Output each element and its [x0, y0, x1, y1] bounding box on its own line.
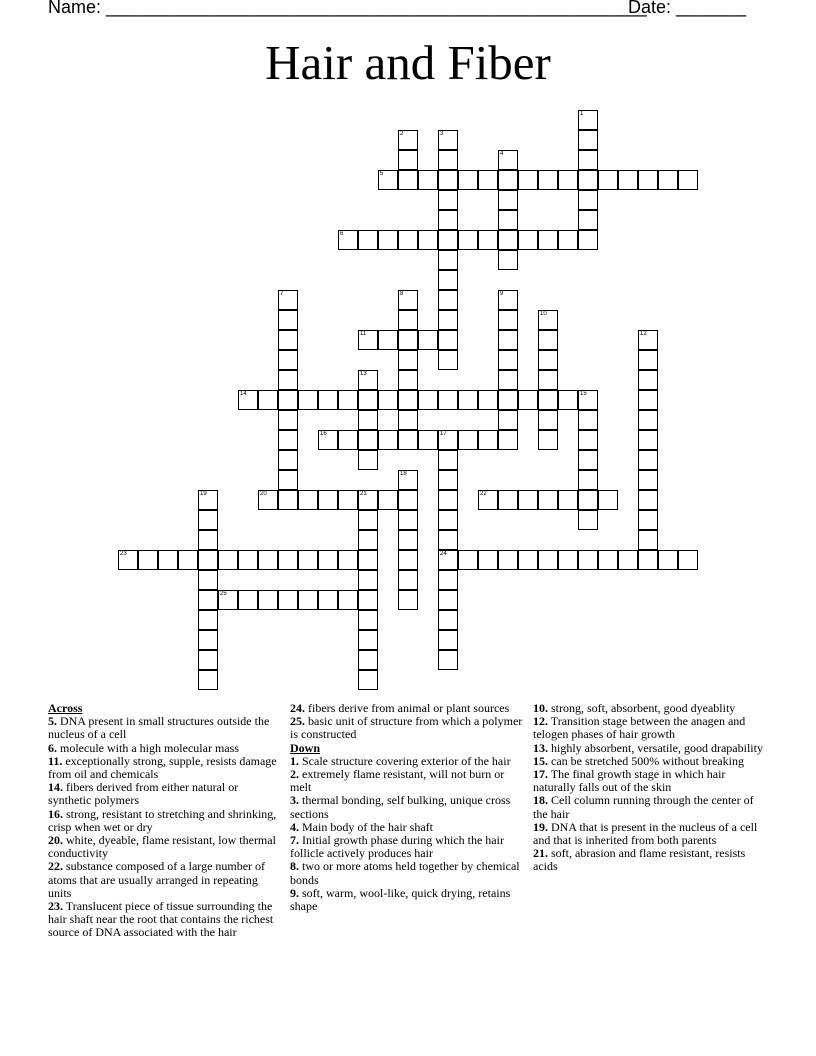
- crossword-cell[interactable]: [358, 670, 378, 690]
- clues-column-1: [48, 702, 284, 940]
- clue-item: 24. fibers derive from animal or plant sources: [290, 701, 510, 715]
- crossword-cell[interactable]: [238, 390, 258, 410]
- crossword-cell[interactable]: [358, 330, 378, 350]
- crossword-cell[interactable]: [218, 550, 238, 570]
- clue-item: 10. strong, soft, absorbent, good dyeablity: [533, 701, 736, 715]
- clue-number: 3: [440, 131, 444, 137]
- crossword-cell[interactable]: [258, 590, 278, 610]
- clue-number: 15: [580, 391, 587, 397]
- crossword-cell[interactable]: [538, 230, 558, 250]
- crossword-cell[interactable]: [358, 570, 378, 590]
- crossword-cell[interactable]: [398, 510, 418, 530]
- crossword-cell[interactable]: [498, 490, 518, 510]
- clues-column-2: [290, 702, 526, 913]
- crossword-cell[interactable]: [198, 590, 218, 610]
- crossword-cell[interactable]: [578, 110, 598, 130]
- crossword-cell[interactable]: [258, 490, 278, 510]
- crossword-cell[interactable]: [438, 550, 458, 570]
- clue-item: 9. soft, warm, wool-like, quick drying, retains shape: [290, 885, 511, 914]
- crossword-cell[interactable]: [358, 530, 378, 550]
- across-heading: Across: [48, 701, 83, 715]
- crossword-cell[interactable]: [538, 330, 558, 350]
- clue-item: 23. Translucent piece of tissue surrounding the hair shaft near the root that contains the richest source of DNA associated with the hair: [48, 899, 274, 940]
- crossword-cell[interactable]: [478, 490, 498, 510]
- crossword-cell[interactable]: [398, 430, 418, 450]
- crossword-cell[interactable]: [618, 170, 638, 190]
- crossword-cell[interactable]: [398, 550, 418, 570]
- clues-column-3: [533, 702, 769, 874]
- crossword-cell[interactable]: [398, 590, 418, 610]
- crossword-cell[interactable]: [438, 590, 458, 610]
- crossword-cell[interactable]: [198, 670, 218, 690]
- page-title: Hair and Fiber: [265, 35, 551, 90]
- crossword-cell[interactable]: [438, 270, 458, 290]
- crossword-cell[interactable]: [438, 450, 458, 470]
- crossword-cell[interactable]: [638, 510, 658, 530]
- crossword-cell[interactable]: [398, 290, 418, 310]
- crossword-cell[interactable]: [538, 170, 558, 190]
- crossword-cell[interactable]: [438, 330, 458, 350]
- crossword-cell[interactable]: [478, 170, 498, 190]
- crossword-cell[interactable]: [538, 410, 558, 430]
- crossword-cell[interactable]: [498, 250, 518, 270]
- crossword-cell[interactable]: [378, 490, 398, 510]
- crossword-cell[interactable]: [638, 430, 658, 450]
- crossword-cell[interactable]: [438, 310, 458, 330]
- clue-item: 2. extremely flame resistant, will not burn or melt: [290, 767, 505, 795]
- crossword-cell[interactable]: [318, 390, 338, 410]
- crossword-cell[interactable]: [198, 490, 218, 510]
- crossword-cell[interactable]: [398, 570, 418, 590]
- crossword-cell[interactable]: [438, 610, 458, 630]
- crossword-cell[interactable]: [338, 590, 358, 610]
- crossword-cell[interactable]: [398, 470, 418, 490]
- clue-number: 6: [340, 231, 344, 237]
- crossword-cell[interactable]: [538, 390, 558, 410]
- crossword-cell[interactable]: [578, 390, 598, 410]
- crossword-cell[interactable]: [418, 330, 438, 350]
- crossword-cell[interactable]: [398, 330, 418, 350]
- crossword-cell[interactable]: [358, 630, 378, 650]
- crossword-cell[interactable]: [638, 530, 658, 550]
- crossword-cell[interactable]: [478, 430, 498, 450]
- clue-item: 8. two or more atoms held together by chemical bonds: [290, 859, 520, 887]
- crossword-cell[interactable]: [318, 430, 338, 450]
- crossword-cell[interactable]: [498, 310, 518, 330]
- date-field[interactable]: Date: _______: [628, 0, 747, 17]
- crossword-cell[interactable]: [198, 610, 218, 630]
- crossword-cell[interactable]: [438, 390, 458, 410]
- crossword-cell[interactable]: [498, 390, 518, 410]
- crossword-cell[interactable]: [238, 550, 258, 570]
- crossword-cell[interactable]: [518, 230, 538, 250]
- crossword-cell[interactable]: [498, 550, 518, 570]
- crossword-cell[interactable]: [538, 550, 558, 570]
- crossword-cell[interactable]: [438, 210, 458, 230]
- crossword-cell[interactable]: [458, 390, 478, 410]
- crossword-cell[interactable]: [658, 170, 678, 190]
- crossword-cell[interactable]: [138, 550, 158, 570]
- crossword-cell[interactable]: [578, 170, 598, 190]
- clue-number: 24: [440, 551, 447, 557]
- crossword-cell[interactable]: [578, 230, 598, 250]
- crossword-cell[interactable]: [458, 230, 478, 250]
- crossword-cell[interactable]: [558, 230, 578, 250]
- crossword-cell[interactable]: [298, 390, 318, 410]
- crossword-cell[interactable]: [278, 290, 298, 310]
- clue-number: 23: [120, 551, 127, 557]
- crossword-cell[interactable]: [358, 550, 378, 570]
- crossword-cell[interactable]: [498, 430, 518, 450]
- crossword-cell[interactable]: [378, 230, 398, 250]
- clue-item: 5. DNA present in small structures outside the nucleus of a cell: [48, 714, 270, 742]
- crossword-cell[interactable]: [378, 170, 398, 190]
- clue-number: 9: [500, 291, 504, 297]
- crossword-cell[interactable]: [438, 150, 458, 170]
- crossword-cell[interactable]: [338, 550, 358, 570]
- crossword-cell[interactable]: [458, 430, 478, 450]
- crossword-cell[interactable]: [638, 470, 658, 490]
- crossword-cell[interactable]: [638, 390, 658, 410]
- crossword-cell[interactable]: [238, 590, 258, 610]
- clue-number: 20: [260, 491, 267, 497]
- crossword-cell[interactable]: [578, 130, 598, 150]
- crossword-cell[interactable]: [418, 390, 438, 410]
- crossword-cell[interactable]: [518, 550, 538, 570]
- crossword-cell[interactable]: [358, 230, 378, 250]
- crossword-cell[interactable]: [278, 350, 298, 370]
- crossword-cell[interactable]: [258, 550, 278, 570]
- crossword-cell[interactable]: [378, 430, 398, 450]
- crossword-cell[interactable]: [578, 430, 598, 450]
- crossword-cell[interactable]: [638, 490, 658, 510]
- clue-item: 3. thermal bonding, self bulking, unique cross sections: [290, 793, 511, 821]
- clue-number: 2: [400, 131, 404, 137]
- clue-number: 13: [360, 371, 367, 377]
- crossword-cell[interactable]: [638, 170, 658, 190]
- crossword-cell[interactable]: [398, 230, 418, 250]
- clue-item: 21. soft, abrasion and flame resistant, resists acids: [533, 846, 746, 874]
- crossword-cell[interactable]: [438, 190, 458, 210]
- crossword-cell[interactable]: [358, 510, 378, 530]
- crossword-cell[interactable]: [578, 410, 598, 430]
- crossword-cell[interactable]: [498, 330, 518, 350]
- crossword-cell[interactable]: [598, 490, 618, 510]
- crossword-cell[interactable]: [438, 350, 458, 370]
- crossword-cell[interactable]: [478, 390, 498, 410]
- crossword-cell[interactable]: [498, 350, 518, 370]
- clue-item: 6. molecule with a high molecular mass: [48, 740, 239, 755]
- crossword-cell[interactable]: [538, 350, 558, 370]
- crossword-cell[interactable]: [198, 510, 218, 530]
- crossword-cell[interactable]: [438, 510, 458, 530]
- crossword-cell[interactable]: [558, 170, 578, 190]
- clue-number: 5: [380, 171, 384, 177]
- crossword-cell[interactable]: [478, 550, 498, 570]
- clue-item: 7. Initial growth phase during which the hair follicle actively produces hair: [290, 833, 504, 861]
- clue-item: 4. Main body of the hair shaft: [290, 819, 433, 834]
- crossword-cell[interactable]: [398, 310, 418, 330]
- clue-item: 15. can be stretched 500% without breaking: [533, 753, 744, 768]
- clue-number: 19: [200, 491, 207, 497]
- crossword-cell[interactable]: [578, 490, 598, 510]
- crossword-cell[interactable]: [458, 550, 478, 570]
- crossword-cell[interactable]: [278, 410, 298, 430]
- crossword-cell[interactable]: [498, 370, 518, 390]
- crossword-cell[interactable]: [198, 550, 218, 570]
- crossword-cell[interactable]: [278, 590, 298, 610]
- crossword-cell[interactable]: [538, 430, 558, 450]
- crossword-cell[interactable]: [358, 390, 378, 410]
- crossword-cell[interactable]: [278, 430, 298, 450]
- clue-item: 22. substance composed of a large number of atoms that are usually arranged in repeating units: [48, 859, 266, 900]
- crossword-cell[interactable]: [578, 190, 598, 210]
- crossword-cell[interactable]: [418, 230, 438, 250]
- crossword-cell[interactable]: [638, 410, 658, 430]
- crossword-cell[interactable]: [358, 430, 378, 450]
- crossword-cell[interactable]: [498, 150, 518, 170]
- clue-number: 11: [360, 331, 367, 337]
- clue-item: 14. fibers derived from either natural or synthetic polymers: [48, 780, 239, 808]
- crossword-cell[interactable]: [598, 550, 618, 570]
- crossword-cell[interactable]: [438, 630, 458, 650]
- crossword-cell[interactable]: [358, 490, 378, 510]
- crossword-cell[interactable]: [638, 330, 658, 350]
- crossword-cell[interactable]: [318, 550, 338, 570]
- clue-number: 1: [580, 111, 584, 117]
- crossword-cell[interactable]: [438, 430, 458, 450]
- crossword-cell[interactable]: [358, 450, 378, 470]
- crossword-cell[interactable]: [578, 550, 598, 570]
- crossword-cell[interactable]: [578, 470, 598, 490]
- crossword-cell[interactable]: [498, 410, 518, 430]
- crossword-cell[interactable]: [658, 550, 678, 570]
- crossword-cell[interactable]: [198, 650, 218, 670]
- clue-item: 16. strong, resistant to stretching and shrinking, crisp when wet or dry: [48, 806, 277, 834]
- crossword-cell[interactable]: [418, 170, 438, 190]
- crossword-cell[interactable]: [558, 550, 578, 570]
- crossword-cell[interactable]: [278, 330, 298, 350]
- clue-item: 17. The final growth stage in which hair naturally falls out of the skin: [533, 767, 726, 795]
- clue-number: 18: [400, 471, 407, 477]
- crossword-cell[interactable]: [358, 650, 378, 670]
- crossword-cell[interactable]: [418, 430, 438, 450]
- clue-number: 10: [540, 311, 547, 317]
- crossword-cell[interactable]: [518, 490, 538, 510]
- crossword-cell[interactable]: [598, 170, 618, 190]
- crossword-cell[interactable]: [638, 350, 658, 370]
- crossword-cell[interactable]: [438, 570, 458, 590]
- crossword-cell[interactable]: [198, 630, 218, 650]
- clue-number: 17: [440, 431, 447, 437]
- crossword-cell[interactable]: [358, 610, 378, 630]
- crossword-cell[interactable]: [438, 170, 458, 190]
- crossword-cell[interactable]: [438, 250, 458, 270]
- crossword-cell[interactable]: [438, 530, 458, 550]
- crossword-cell[interactable]: [198, 570, 218, 590]
- crossword-cell[interactable]: [118, 550, 138, 570]
- clue-item: 1. Scale structure covering exterior of the hair: [290, 753, 511, 768]
- crossword-cell[interactable]: [278, 470, 298, 490]
- crossword-cell[interactable]: [358, 370, 378, 390]
- clue-item: 18. Cell column running through the center of the hair: [533, 793, 754, 821]
- crossword-cell[interactable]: [178, 550, 198, 570]
- clue-item: 12. Transition stage between the anagen and telogen phases of hair growth: [533, 714, 746, 742]
- crossword-cell[interactable]: [458, 170, 478, 190]
- crossword-cell[interactable]: [578, 510, 598, 530]
- crossword-cell[interactable]: [498, 170, 518, 190]
- crossword-cell[interactable]: [438, 490, 458, 510]
- crossword-cell[interactable]: [578, 210, 598, 230]
- crossword-cell[interactable]: [398, 350, 418, 370]
- crossword-cell[interactable]: [578, 150, 598, 170]
- crossword-cell[interactable]: [378, 390, 398, 410]
- crossword-cell[interactable]: [378, 330, 398, 350]
- crossword-cell[interactable]: [438, 130, 458, 150]
- crossword-cell[interactable]: [678, 170, 698, 190]
- clue-number: 21: [360, 491, 367, 497]
- clue-number: 8: [400, 291, 404, 297]
- crossword-cell[interactable]: [358, 590, 378, 610]
- crossword-cell[interactable]: [338, 230, 358, 250]
- crossword-cell[interactable]: [398, 370, 418, 390]
- crossword-cell[interactable]: [438, 230, 458, 250]
- crossword-cell[interactable]: [678, 550, 698, 570]
- clue-number: 25: [220, 591, 227, 597]
- crossword-cell[interactable]: [538, 490, 558, 510]
- crossword-cell[interactable]: [358, 410, 378, 430]
- crossword-cell[interactable]: [278, 390, 298, 410]
- crossword-cell[interactable]: [278, 370, 298, 390]
- crossword-cell[interactable]: [498, 210, 518, 230]
- crossword-cell[interactable]: [398, 150, 418, 170]
- down-heading: Down: [290, 740, 321, 755]
- crossword-cell[interactable]: [578, 450, 598, 470]
- crossword-cell[interactable]: [218, 590, 238, 610]
- crossword-cell[interactable]: [498, 290, 518, 310]
- crossword-cell[interactable]: [258, 390, 278, 410]
- clue-number: 14: [240, 391, 247, 397]
- crossword-cell[interactable]: [498, 190, 518, 210]
- clue-item: 11. exceptionally strong, supple, resists damage from oil and chemicals: [48, 753, 277, 782]
- crossword-cell[interactable]: [278, 310, 298, 330]
- crossword-cell[interactable]: [398, 170, 418, 190]
- crossword-cell[interactable]: [638, 550, 658, 570]
- crossword-cell[interactable]: [198, 530, 218, 550]
- crossword-cell[interactable]: [338, 490, 358, 510]
- crossword-cell[interactable]: [518, 390, 538, 410]
- clue-item: 13. highly absorbent, versatile, good drapability: [533, 740, 763, 755]
- crossword-cell[interactable]: [338, 390, 358, 410]
- crossword-cell[interactable]: [498, 230, 518, 250]
- crossword-cell[interactable]: [398, 410, 418, 430]
- crossword-cell[interactable]: [298, 490, 318, 510]
- crossword-cell[interactable]: [438, 290, 458, 310]
- crossword-cell[interactable]: [278, 550, 298, 570]
- crossword-cell[interactable]: [518, 170, 538, 190]
- crossword-cell[interactable]: [638, 450, 658, 470]
- crossword-cell[interactable]: [558, 490, 578, 510]
- crossword-cell[interactable]: [538, 370, 558, 390]
- clue-item: 19. DNA that is present in the nucleus of a cell and that is inherited from both parents: [533, 819, 758, 848]
- clue-number: 4: [500, 151, 504, 157]
- crossword-cell[interactable]: [158, 550, 178, 570]
- clue-item: 20. white, dyeable, flame resistant, low thermal conductivity: [48, 833, 276, 861]
- clue-number: 22: [480, 491, 487, 497]
- name-field[interactable]: Name: ______________________________________________________: [48, 0, 647, 17]
- crossword-cell[interactable]: [338, 430, 358, 450]
- crossword-cell[interactable]: [278, 450, 298, 470]
- crossword-cell[interactable]: [298, 590, 318, 610]
- crossword-cell[interactable]: [558, 390, 578, 410]
- crossword-cell[interactable]: [298, 550, 318, 570]
- crossword-cell[interactable]: [398, 490, 418, 510]
- crossword-cell[interactable]: [638, 370, 658, 390]
- crossword-cell[interactable]: [438, 470, 458, 490]
- crossword-cell[interactable]: [318, 590, 338, 610]
- crossword-cell[interactable]: [618, 550, 638, 570]
- clue-item: 25. basic unit of structure from which a polymer is constructed: [290, 714, 523, 742]
- crossword-cell[interactable]: [398, 530, 418, 550]
- crossword-cell[interactable]: [538, 310, 558, 330]
- clue-number: 16: [320, 431, 327, 437]
- crossword-cell[interactable]: [478, 230, 498, 250]
- crossword-cell[interactable]: [278, 490, 298, 510]
- crossword-cell[interactable]: [318, 490, 338, 510]
- crossword-cell[interactable]: [398, 130, 418, 150]
- clue-number: 7: [280, 291, 284, 297]
- clue-number: 12: [640, 331, 647, 337]
- crossword-cell[interactable]: [398, 390, 418, 410]
- crossword-cell[interactable]: [438, 650, 458, 670]
